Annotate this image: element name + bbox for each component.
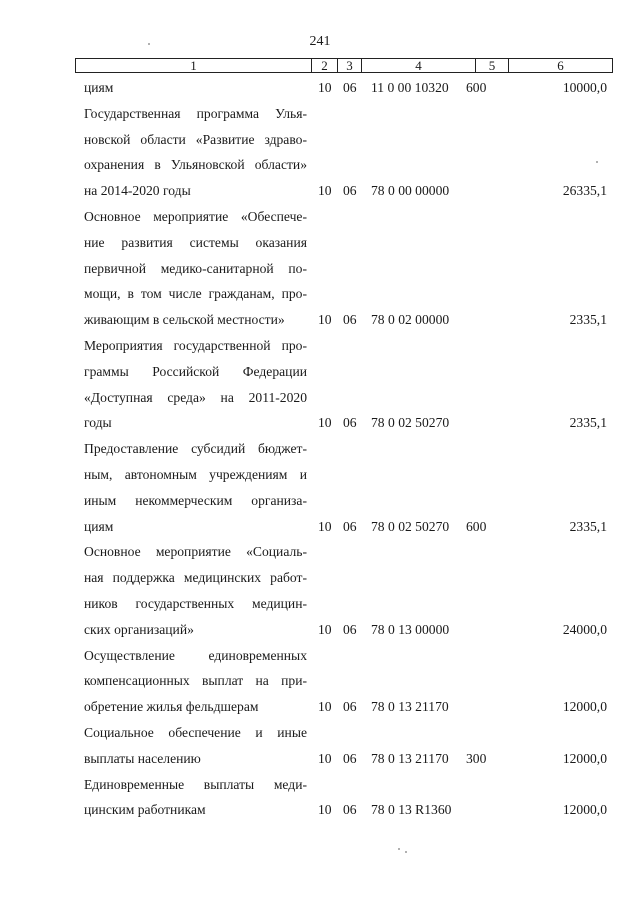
section-code: 10 [318, 750, 332, 766]
description-line: ным, автономным учреждениям и [84, 466, 307, 482]
row-description [84, 720, 307, 772]
section-code: 10 [318, 80, 332, 95]
scan-speck [148, 43, 150, 45]
table-row [0, 333, 640, 436]
description-line: Основное мероприятие «Социаль- [84, 544, 307, 560]
amount: 26335,1 [562, 183, 607, 199]
description-line: циям [84, 80, 114, 95]
description-line: ских организаций» [84, 621, 194, 637]
description-line: на 2014-2020 годы [84, 183, 191, 199]
amount: 10000,0 [562, 80, 607, 95]
description-line: годы [84, 415, 112, 431]
table-row [0, 720, 640, 772]
table-row [0, 75, 640, 101]
description-line: ников государственных медицин- [84, 595, 307, 611]
subsection-code: 06 [343, 183, 357, 199]
amount: 24000,0 [562, 621, 607, 637]
column-header-3: 3 [338, 59, 362, 72]
section-code: 10 [318, 802, 332, 818]
expense-type-code: 300 [466, 750, 487, 766]
description-line: цинским работникам [84, 802, 206, 818]
section-code: 10 [318, 621, 332, 637]
scan-speck [596, 161, 598, 163]
target-article-code: 78 0 13 00000 [371, 621, 450, 637]
scan-speck [398, 848, 400, 850]
description-line: Осуществление единовременных [84, 647, 307, 663]
description-line: циям [84, 518, 114, 534]
amount: 12000,0 [562, 802, 607, 818]
table-row [0, 643, 640, 720]
description-line: живающим в сельской местности» [84, 312, 285, 328]
column-header-1: 1 [76, 59, 312, 72]
section-code: 10 [318, 415, 332, 431]
subsection-code: 06 [343, 750, 357, 766]
column-header-5: 5 [476, 59, 509, 72]
description-line: иным некоммерческим организа- [84, 492, 307, 508]
table-row [0, 204, 640, 333]
row-description [84, 101, 307, 204]
page-number: 241 [309, 34, 331, 49]
expense-type-code: 600 [466, 80, 487, 95]
section-code: 10 [318, 699, 332, 715]
amount: 12000,0 [562, 699, 607, 715]
description-line: выплаты населению [84, 750, 201, 766]
subsection-code: 06 [343, 312, 357, 328]
column-header-4: 4 [362, 59, 476, 72]
target-article-code: 78 0 00 00000 [371, 183, 450, 199]
description-line: «Доступная среда» на 2011-2020 [84, 389, 307, 405]
target-article-code: 78 0 13 R1360 [371, 802, 452, 818]
row-description [84, 539, 307, 642]
amount: 2335,1 [569, 415, 607, 431]
description-line: ная поддержка медицинских работ- [84, 570, 307, 586]
row-description [84, 772, 307, 824]
table-header [75, 58, 613, 73]
table-row [0, 539, 640, 642]
target-article-code: 78 0 02 50270 [371, 415, 450, 431]
target-article-code: 78 0 02 00000 [371, 312, 450, 328]
section-code: 10 [318, 183, 332, 199]
row-description [84, 436, 307, 539]
subsection-code: 06 [343, 518, 357, 534]
row-description [84, 333, 307, 436]
subsection-code: 06 [343, 802, 357, 818]
target-article-code: 11 0 00 10320 [371, 80, 449, 95]
description-line: граммы Российской Федерации [84, 363, 307, 379]
description-line: Социальное обеспечение и иные [84, 725, 307, 740]
description-line: охранения в Ульяновской области» [84, 157, 307, 173]
amount: 2335,1 [569, 312, 607, 328]
section-code: 10 [318, 312, 332, 328]
description-line: Единовременные выплаты меди- [84, 776, 307, 792]
description-line: компенсационных выплат на при- [84, 673, 307, 689]
expense-type-code: 600 [466, 518, 487, 534]
section-code: 10 [318, 518, 332, 534]
description-line: Основное мероприятие «Обеспече- [84, 209, 307, 224]
amount: 12000,0 [562, 750, 607, 766]
table-row [0, 101, 640, 204]
description-line: новской области «Развитие здраво- [84, 131, 307, 147]
table-row [0, 772, 640, 824]
description-line: ние развития системы оказания [84, 234, 307, 250]
subsection-code: 06 [343, 80, 357, 95]
amount: 2335,1 [569, 518, 607, 534]
row-description [84, 643, 307, 720]
table-row [0, 436, 640, 539]
subsection-code: 06 [343, 621, 357, 637]
scan-speck [405, 851, 407, 853]
description-line: Мероприятия государственной про- [84, 338, 307, 353]
target-article-code: 78 0 02 50270 [371, 518, 450, 534]
row-description [84, 75, 307, 101]
target-article-code: 78 0 13 21170 [371, 699, 449, 715]
subsection-code: 06 [343, 415, 357, 431]
column-header-6: 6 [557, 58, 564, 73]
subsection-code: 06 [343, 699, 357, 715]
description-line: мощи, в том числе гражданам, про- [84, 286, 307, 302]
column-header-2: 2 [312, 59, 338, 72]
row-description [84, 204, 307, 333]
description-line: Предоставление субсидий бюджет- [84, 441, 307, 457]
description-line: Государственная программа Улья- [84, 105, 307, 121]
description-line: обретение жилья фельдшерам [84, 699, 259, 715]
description-line: первичной медико-санитарной по- [84, 260, 307, 276]
target-article-code: 78 0 13 21170 [371, 750, 449, 766]
